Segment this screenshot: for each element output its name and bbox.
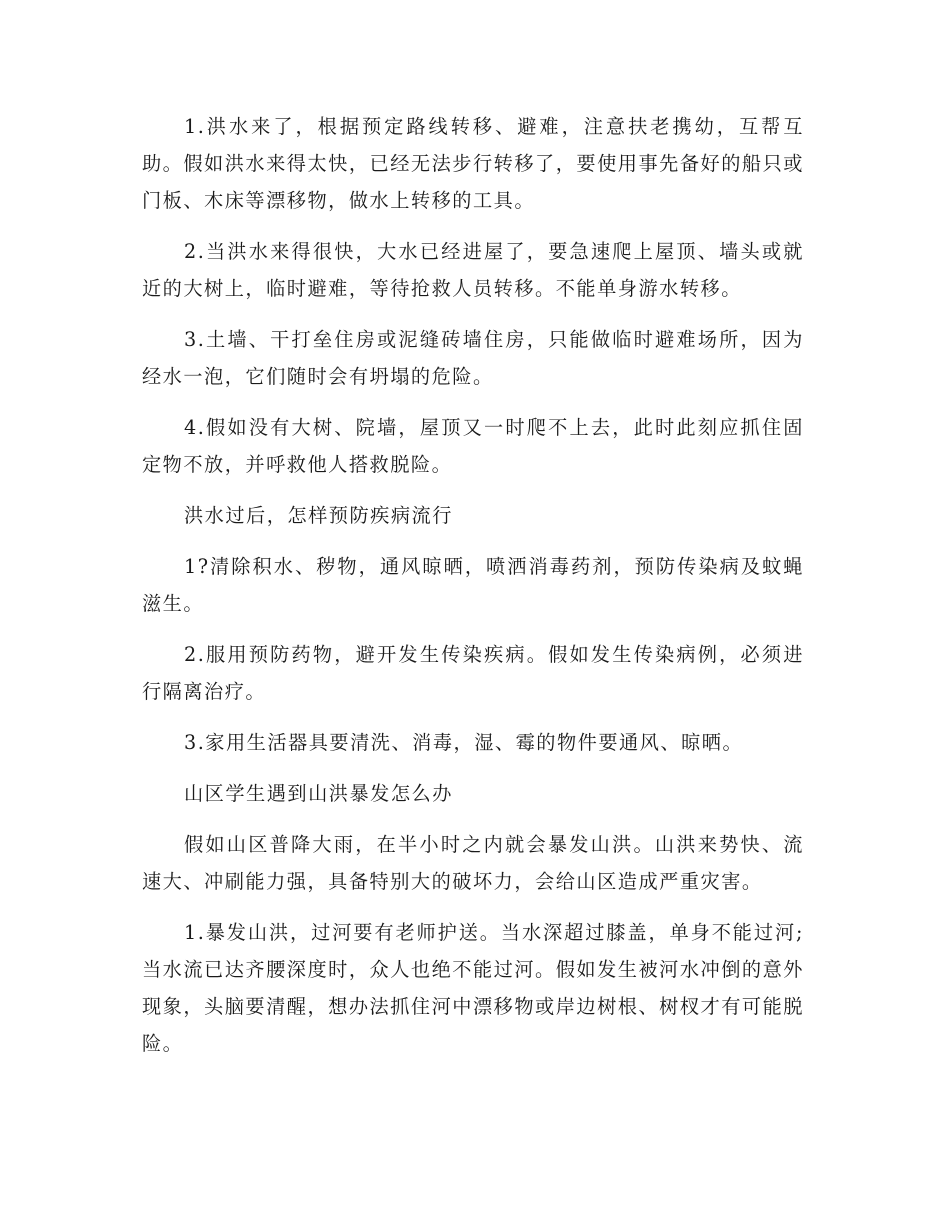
paragraph-hold-fixed-object: 4.假如没有大树、院墙，屋顶又一时爬不上去，此时此刻应抓住固定物不放，并呼救他人搭救脱险。 bbox=[142, 416, 804, 476]
section-heading-mountain-flood: 山区学生遇到山洪暴发怎么办 bbox=[184, 782, 453, 805]
paragraph-mountain-flood-intro: 假如山区普降大雨，在半小时之内就会暴发山洪。山洪来势快、流速大、冲刷能力强，具备特别大的破坏力，会给山区造成严重灾害。 bbox=[142, 833, 804, 893]
section-heading-disease-prevention: 洪水过后，怎样预防疾病流行 bbox=[184, 504, 453, 527]
paragraph-evacuation-route: 1.洪水来了，根据预定路线转移、避难，注意扶老携幼，互帮互助。假如洪水来得太快，已经无法步行转移了，要使用事先备好的船只或门板、木床等漂移物，做水上转移的工具。 bbox=[142, 115, 804, 212]
document-body bbox=[142, 108, 804, 1076]
paragraph-clean-and-disinfect: 1?清除积水、秽物，通风晾晒，喷洒消毒药剂，预防传染病及蚊蝇滋生。 bbox=[142, 555, 804, 615]
paragraph-climb-to-high-ground: 2.当洪水来得很快，大水已经进屋了，要急速爬上屋顶、墙头或就近的大树上，临时避难，等待抢救人员转移。不能单身游水转移。 bbox=[142, 240, 804, 300]
paragraph-river-crossing: 1.暴发山洪，过河要有老师护送。当水深超过膝盖，单身不能过河;当水流已达齐腰深度时，众人也绝不能过河。假如发生被河水冲倒的意外现象，头脑要清醒，想办法抓住河中漂移物或岸边树根、树杈才有可能脱险。 bbox=[142, 921, 804, 1055]
paragraph-preventive-medicine: 2.服用预防药物，避开发生传染疾病。假如发生传染病例，必须进行隔离治疗。 bbox=[142, 643, 804, 703]
paragraph-wash-household-items: 3.家用生活器具要清洗、消毒，湿、霉的物件要通风、晾晒。 bbox=[184, 731, 744, 754]
paragraph-temporary-shelter-risk: 3.土墙、干打垒住房或泥缝砖墙住房，只能做临时避难场所，因为经水一泡，它们随时会有坍塌的危险。 bbox=[142, 328, 804, 388]
